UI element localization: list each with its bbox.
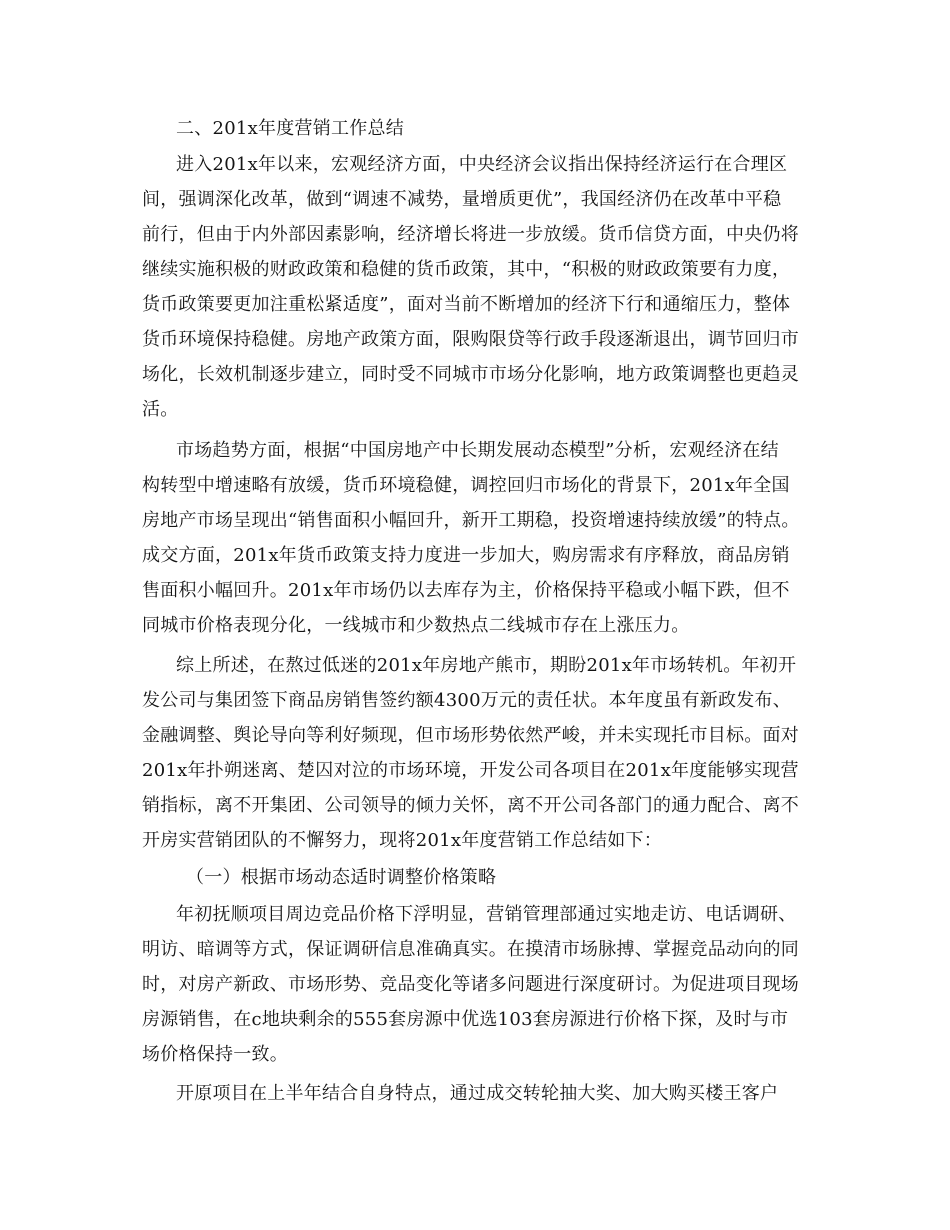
paragraph-5-line-1: 开原项目在上半年结合自身特点，通过成交转轮抽大奖、加大购买楼王客户	[176, 1083, 779, 1104]
paragraph-1-line-7: 场化，长效机制逐步建立，同时受不同城市市场分化影响，地方政策调整也更趋灵	[142, 364, 799, 385]
paragraph-2-line-2: 构转型中增速略有放缓，货币环境稳健，调控回归市场化的背景下，201x年全国	[142, 475, 790, 496]
paragraph-1-line-4: 继续实施积极的财政政策和稳健的货币政策，其中，“积极的财政政策要有力度，	[142, 259, 791, 280]
paragraph-4-line-4: 房源销售，在c地块剩余的555套房源中优选103套房源进行价格下探，及时与市	[142, 1009, 789, 1030]
paragraph-1-line-8: 活。	[142, 399, 179, 420]
paragraph-4-line-1: 年初抚顺项目周边竞品价格下浮明显，营销管理部通过实地走访、电话调研、	[176, 904, 797, 925]
paragraph-4-line-5: 场价格保持一致。	[142, 1044, 288, 1065]
paragraph-2-line-1: 市场趋势方面，根据“中国房地产中长期发展动态模型”分析，宏观经济在结	[176, 440, 779, 461]
paragraph-4-line-3: 时，对房产新政、市场形势、竞品变化等诸多问题进行深度研讨。为促进项目现场	[142, 974, 799, 995]
section-heading: 二、201x年度营销工作总结	[176, 118, 405, 139]
paragraph-3-line-2: 发公司与集团签下商品房销售签约额4300万元的责任状。本年度虽有新政发布、	[142, 690, 792, 711]
paragraph-4-line-2: 明访、暗调等方式，保证调研信息准确真实。在摸清市场脉搏、掌握竞品动向的同	[142, 939, 799, 960]
paragraph-1-line-1: 进入201x年以来，宏观经济方面，中央经济会议指出保持经济运行在合理区	[176, 154, 788, 175]
paragraph-2-line-4: 成交方面，201x年货币政策支持力度进一步加大，购房需求有序释放，商品房销	[142, 545, 790, 566]
subsection-heading: （一）根据市场动态适时调整价格策略	[186, 867, 497, 888]
paragraph-2-line-3: 房地产市场呈现出“销售面积小幅回升，新开工期稳，投资增速持续放缓”的特点。	[142, 510, 800, 531]
paragraph-1-line-3: 前行，但由于内外部因素影响，经济增长将进一步放缓。货币信贷方面，中央仍将	[142, 224, 799, 245]
paragraph-3-line-5: 销指标，离不开集团、公司领导的倾力关怀，离不开公司各部门的通力配合、离不	[142, 795, 799, 816]
paragraph-1-line-6: 货币环境保持稳健。房地产政策方面，限购限贷等行政手段逐渐退出，调节回归市	[142, 329, 799, 350]
paragraph-2-line-6: 同城市价格表现分化，一线城市和少数热点二线城市存在上涨压力。	[142, 615, 690, 636]
paragraph-1-line-5: 货币政策要更加注重松紧适度”，面对当前不断增加的经济下行和通缩压力，整体	[142, 294, 791, 315]
paragraph-3-line-1: 综上所述，在熬过低迷的201x年房地产熊市，期盼201x年市场转机。年初开	[176, 655, 797, 676]
paragraph-2-line-5: 售面积小幅回升。201x年市场仍以去库存为主，价格保持平稳或小幅下跌，但不	[142, 580, 790, 601]
paragraph-3-line-3: 金融调整、舆论导向等利好频现，但市场形势依然严峻，并未实现托市目标。面对	[142, 725, 799, 746]
paragraph-3-line-6: 开房实营销团队的不懈努力，现将201x年度营销工作总结如下：	[142, 830, 663, 851]
paragraph-3-line-4: 201x年扑朔迷离、楚囚对泣的市场环境，开发公司各项目在201x年度能够实现营	[142, 760, 799, 781]
paragraph-1-line-2: 间，强调深化改革，做到“调速不减势，量增质更优”，我国经济仍在改革中平稳	[142, 189, 782, 210]
